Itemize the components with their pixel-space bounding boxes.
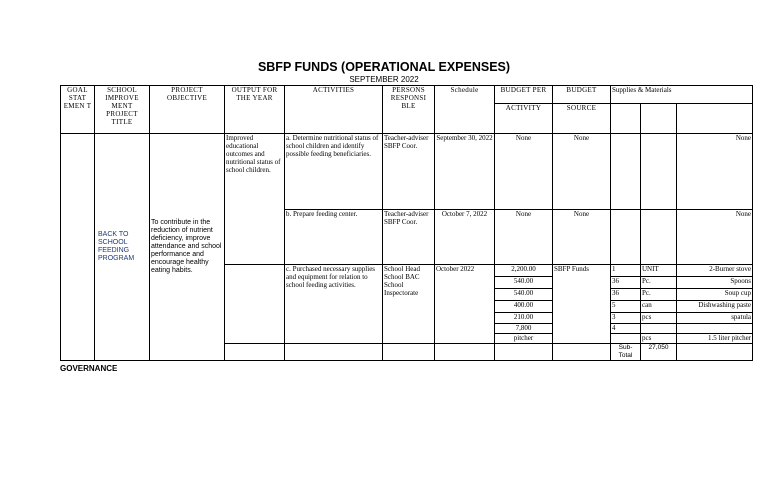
source-a: None xyxy=(553,134,611,210)
header-schedule: Schedule xyxy=(435,86,495,134)
header-school-project: SCHOOL IMPROVE MENT PROJECT TITLE xyxy=(95,86,150,134)
item-budget: 400.00 xyxy=(495,301,553,313)
header-budget-top: BUDGET xyxy=(553,86,611,104)
item-desc: Soup cup xyxy=(677,289,753,301)
output-c-cell xyxy=(225,265,285,344)
item-budget: 2,200.00 xyxy=(495,265,553,277)
item-qty: 1 xyxy=(611,265,641,277)
section-footer: GOVERNANCE xyxy=(60,364,118,373)
project-objective: To contribute in the reduction of nutrient deficiency, improve attendance and school performance and encourage healthy eating habits. xyxy=(150,134,225,361)
document-title: SBFP FUNDS (OPERATIONAL EXPENSES) xyxy=(257,60,511,74)
project-title: BACK TO SCHOOL FEEDING PROGRAM xyxy=(95,134,150,361)
item-unit: UNIT xyxy=(641,265,677,277)
source-c: SBFP Funds xyxy=(553,265,611,344)
supplies-b: None xyxy=(677,210,753,265)
persons-b: Teacher-adviser SBFP Coor. xyxy=(383,210,435,265)
activity-b: b. Prepare feeding center. xyxy=(285,210,383,265)
item-unit: can xyxy=(641,301,677,313)
source-b: None xyxy=(553,210,611,265)
header-supplies-desc xyxy=(677,104,753,134)
schedule-a: September 30, 2022 xyxy=(435,134,495,210)
item-budget: pitcher xyxy=(495,334,553,344)
budget-a: None xyxy=(495,134,553,210)
schedule-b: October 7, 2022 xyxy=(435,210,495,265)
activity-a: a. Determine nutritional status of school children and identify possible feeding beneficiaries. xyxy=(285,134,383,210)
persons-c: School Head School BAC School Inspectorate xyxy=(383,265,435,344)
item-budget: 540.00 xyxy=(495,289,553,301)
header-supplies-unit xyxy=(641,104,677,134)
item-unit: pcs xyxy=(641,313,677,324)
item-desc: 1.5 liter pitcher xyxy=(677,334,753,344)
budget-b: None xyxy=(495,210,553,265)
schedule-c: October 2022 xyxy=(435,265,495,344)
item-qty: 5 xyxy=(611,301,641,313)
item-qty: 36 xyxy=(611,277,641,289)
header-budget-source: SOURCE xyxy=(553,104,611,134)
item-unit: Pc. xyxy=(641,277,677,289)
header-goal: GOAL STAT EMEN T xyxy=(61,86,95,134)
header-persons: PERSONS RESPONSI BLE xyxy=(383,86,435,134)
item-desc: Spoons xyxy=(677,277,753,289)
item-desc xyxy=(677,324,753,334)
item-desc: 2-Burner stove xyxy=(677,265,753,277)
item-unit xyxy=(641,324,677,334)
header-budget-activity: ACTIVITY xyxy=(495,104,553,134)
persons-a: Teacher-adviser SBFP Coor. xyxy=(383,134,435,210)
item-budget: 7,800 xyxy=(495,324,553,334)
header-budget-per: BUDGET PER xyxy=(495,86,553,104)
supplies-a: None xyxy=(677,134,753,210)
item-unit: pcs xyxy=(641,334,677,344)
header-activities: ACTIVITIES xyxy=(285,86,383,134)
header-objective: PROJECT OBJECTIVE xyxy=(150,86,225,134)
activity-c: c. Purchased necessary supplies and equipment for relation to school feeding activities. xyxy=(285,265,383,344)
header-supplies-qty xyxy=(611,104,641,134)
item-unit: Pc. xyxy=(641,289,677,301)
header-supplies: Supplies & Materials xyxy=(611,86,753,104)
subtotal-label: Sub-Total xyxy=(611,344,641,361)
document-subtitle: SEPTEMBER 2022 xyxy=(349,75,419,84)
goal-cell xyxy=(61,134,95,361)
item-budget: 210.00 xyxy=(495,313,553,324)
project-output: Improved educational outcomes and nutritional status of school children. xyxy=(225,134,285,265)
item-qty: 36 xyxy=(611,289,641,301)
item-qty: 4 xyxy=(611,324,641,334)
operational-expenses-table xyxy=(60,85,753,361)
item-qty xyxy=(611,334,641,344)
header-output: OUTPUT FOR THE YEAR xyxy=(225,86,285,134)
item-desc: Dishwashing paste xyxy=(677,301,753,313)
subtotal-value: 27,050 xyxy=(641,344,677,361)
item-budget: 540.00 xyxy=(495,277,553,289)
item-qty: 3 xyxy=(611,313,641,324)
item-desc: spatula xyxy=(677,313,753,324)
